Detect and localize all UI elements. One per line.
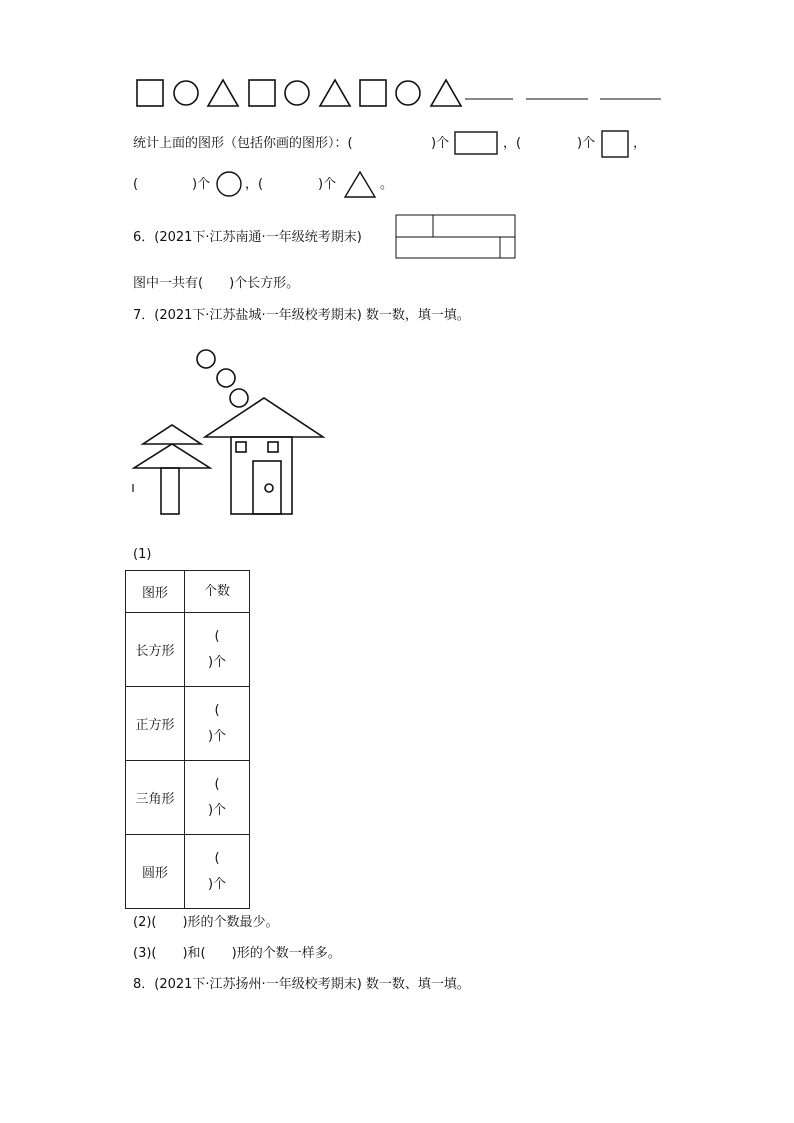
count-cell[interactable]: [185, 761, 250, 835]
house-body: [231, 437, 292, 514]
count-unit: )个: [431, 136, 450, 151]
house-and-tree-figure: [0, 0, 794, 540]
open-paren: (: [133, 177, 139, 192]
shape-name-cell: 三角形: [126, 761, 185, 835]
part-1-label: (1): [133, 547, 152, 562]
separator-text: ，(: [503, 136, 522, 151]
table-header-row: [126, 571, 250, 613]
door-rectangle: [253, 461, 281, 514]
tree-top-triangle: [143, 425, 201, 444]
count-prompt-text: 统计上面的图形（包括你画的图形）：(: [133, 136, 353, 151]
shape-name-cell: 正方形: [126, 687, 185, 761]
count-open: (: [214, 850, 220, 866]
count-close: )个: [207, 876, 227, 892]
count-unit: )个: [577, 136, 596, 151]
table-row: [126, 613, 250, 687]
smoke-circle: [217, 369, 235, 387]
table-row: [126, 687, 250, 761]
separator-text: ，(: [245, 177, 264, 192]
window-square: [236, 442, 246, 452]
count-open: (: [214, 776, 220, 792]
window-square: [268, 442, 278, 452]
table-header-cell: 图形: [126, 571, 185, 613]
count-open: (: [214, 628, 220, 644]
count-close: )个: [207, 654, 227, 670]
tree-bottom-triangle: [134, 444, 210, 468]
shape-name-cell: 长方形: [126, 613, 185, 687]
question-6-text: 图中一共有( )个长方形。: [133, 276, 300, 291]
shape-name-cell: 圆形: [126, 835, 185, 909]
table-row: [126, 761, 250, 835]
question-7-header: 7．(2021下·江苏盐城·一年级校考期末) 数一数，填一填。: [133, 308, 470, 323]
count-close: )个: [207, 728, 227, 744]
count-unit: )个: [318, 177, 337, 192]
count-close: )个: [207, 802, 227, 818]
roof-triangle: [205, 398, 323, 437]
count-open: (: [214, 702, 220, 718]
smoke-circle: [230, 389, 248, 407]
shape-count-table: [125, 570, 250, 909]
line-end-punct: 。: [380, 177, 394, 192]
table-row: [126, 835, 250, 909]
count-unit: )个: [192, 177, 211, 192]
question-8-header: 8．(2021下·江苏扬州·一年级校考期末) 数一数、填一填。: [133, 977, 470, 992]
line-end-punct: ，: [633, 136, 647, 151]
count-cell[interactable]: [185, 687, 250, 761]
count-cell[interactable]: [185, 613, 250, 687]
smoke-circle: [197, 350, 215, 368]
door-knob-circle: [265, 484, 273, 492]
part-2-text: (2)( )形的个数最少。: [133, 915, 279, 930]
part-3-text: (3)( )和( )形的个数一样多。: [133, 946, 341, 961]
count-cell[interactable]: [185, 835, 250, 909]
table-header-cell: 个数: [185, 571, 250, 613]
question-6-header: 6．(2021下·江苏南通·一年级统考期末): [133, 230, 362, 245]
tree-trunk: [161, 468, 179, 514]
